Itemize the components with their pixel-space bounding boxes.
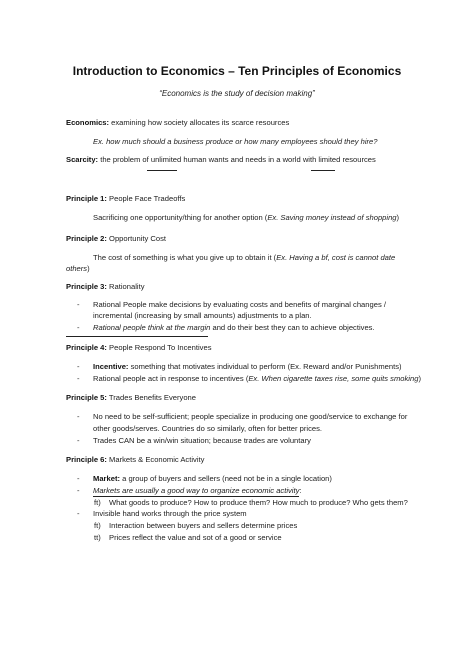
principle-1-heading xyxy=(66,194,185,204)
principle-2-text xyxy=(93,253,395,263)
page-title: Introduction to Economics – Ten Principles of Economics xyxy=(72,64,402,78)
principle-4-bullet-2-example: Ex. When cigarette taxes rise, some quits smoking xyxy=(248,374,419,383)
principle-1-close: ) xyxy=(396,213,400,222)
incentive-term: Incentive: xyxy=(93,362,129,371)
principle-2-name: Opportunity Cost xyxy=(106,234,167,243)
principle-6-sub-3: Prices reflect the value and sot of a good or service xyxy=(109,533,282,542)
sub-marker: ft) xyxy=(94,521,101,530)
principle-3-name: Rationality xyxy=(106,282,145,291)
principle-6-bullet-1 xyxy=(93,474,332,484)
scarcity-text: the problem of unlimited human wants and needs in a world with limited resources xyxy=(98,155,376,164)
principle-1-example: Ex. Saving money instead of shopping xyxy=(267,213,397,222)
principle-5-bullet-1-cont: other goods/serves. Countries do so similarly, often for better prices. xyxy=(93,424,323,433)
bullet-dash: - xyxy=(77,474,80,483)
principle-4-bullet-2 xyxy=(93,374,421,384)
principle-2-example-cont: others xyxy=(66,264,88,273)
scarcity-definition xyxy=(66,155,376,165)
economics-text: examining how society allocates its scarce resources xyxy=(109,118,290,127)
principle-3-bullet-1: Rational People make decisions by evaluating costs and benefits of marginal changes / xyxy=(93,300,386,309)
principle-6-name: Markets & Economic Activity xyxy=(106,455,205,464)
handwritten-underline xyxy=(147,170,177,171)
principle-3-bullet-2-italic: Rational people think at the margin xyxy=(93,323,211,332)
principle-5-label: Principle 5: xyxy=(66,393,107,402)
handwritten-underline xyxy=(311,170,335,171)
bullet-dash: - xyxy=(77,323,80,332)
principle-2-heading xyxy=(66,234,166,244)
bullet-dash: - xyxy=(77,412,80,421)
principle-4-bullet-2-close: ) xyxy=(418,374,421,383)
principle-4-bullet-1 xyxy=(93,362,402,372)
bullet-dash: - xyxy=(77,362,80,371)
handwritten-underline xyxy=(66,336,208,337)
principle-2-example: Ex. Having a bf, cost is cannot date xyxy=(276,253,396,262)
principle-4-label: Principle 4: xyxy=(66,343,107,352)
principle-5-bullet-1: No need to be self-sufficient; people specialize in producing one good/service to exchange for xyxy=(93,412,408,421)
principle-1-name: People Face Tradeoffs xyxy=(106,194,186,203)
economics-example xyxy=(93,137,378,147)
principle-3-bullet-2-rest: and do their best they can to achieve objectives. xyxy=(210,323,375,332)
principle-4-bullet-2-body: Rational people act in response to incentives ( xyxy=(93,374,249,383)
principle-2-body: The cost of something is what you give up to obtain it ( xyxy=(93,253,277,262)
principle-6-sub-1: What goods to produce? How to produce them? How much to produce? Who gets them? xyxy=(109,498,408,507)
principle-4-name: People Respond To Incentives xyxy=(106,343,212,352)
principle-1-body: Sacrificing one opportunity/thing for another option ( xyxy=(93,213,268,222)
principle-6-bullet-3: Invisible hand works through the price system xyxy=(93,509,247,518)
sub-marker: tt) xyxy=(94,533,101,542)
principle-6-bullet-2 xyxy=(93,486,302,496)
bullet-dash: - xyxy=(77,509,80,518)
principle-6-heading xyxy=(66,455,204,465)
principle-6-sub-2: Interaction between buyers and sellers determine prices xyxy=(109,521,298,530)
economics-definition xyxy=(66,118,289,128)
bullet-dash: - xyxy=(77,300,80,309)
principle-3-bullet-1-cont: incremental (increasing by small amounts) adjustments to a plan. xyxy=(93,311,312,320)
handwritten-underline xyxy=(93,496,299,497)
principle-4-heading xyxy=(66,343,212,353)
bullet-dash: - xyxy=(77,486,80,495)
scarcity-term: Scarcity: xyxy=(66,155,99,164)
bullet-dash: - xyxy=(77,374,80,383)
principle-6-bullet-2-close: : xyxy=(299,486,302,495)
economics-term: Economics: xyxy=(66,118,110,127)
bullet-dash: - xyxy=(77,436,80,445)
market-text: a group of buyers and sellers (need not be in a single location) xyxy=(120,474,332,483)
principle-1-label: Principle 1: xyxy=(66,194,107,203)
principle-2-label: Principle 2: xyxy=(66,234,107,243)
market-term: Market: xyxy=(93,474,121,483)
sub-marker: ft) xyxy=(94,498,101,507)
page-quote: “Economics is the study of decision making” xyxy=(159,89,315,98)
principle-5-name: Trades Benefits Everyone xyxy=(106,393,197,402)
principle-5-bullet-2: Trades CAN be a win/win situation; because trades are voluntary xyxy=(93,436,311,445)
principle-3-bullet-2 xyxy=(93,323,375,333)
principle-1-text xyxy=(93,213,399,223)
economics-example-text: Ex. how much should a business produce or how many employees should they hire? xyxy=(93,137,378,146)
principle-2-text-cont xyxy=(66,264,90,274)
principle-5-heading xyxy=(66,393,196,403)
incentive-text: something that motivates individual to perform (Ex. Reward and/or Punishments) xyxy=(128,362,402,371)
principle-3-heading xyxy=(66,282,145,292)
principle-6-bullet-2-italic: Markets are usually a good way to organize economic activity xyxy=(93,486,300,495)
principle-3-label: Principle 3: xyxy=(66,282,107,291)
principle-6-label: Principle 6: xyxy=(66,455,107,464)
principle-2-close: ) xyxy=(87,264,90,273)
